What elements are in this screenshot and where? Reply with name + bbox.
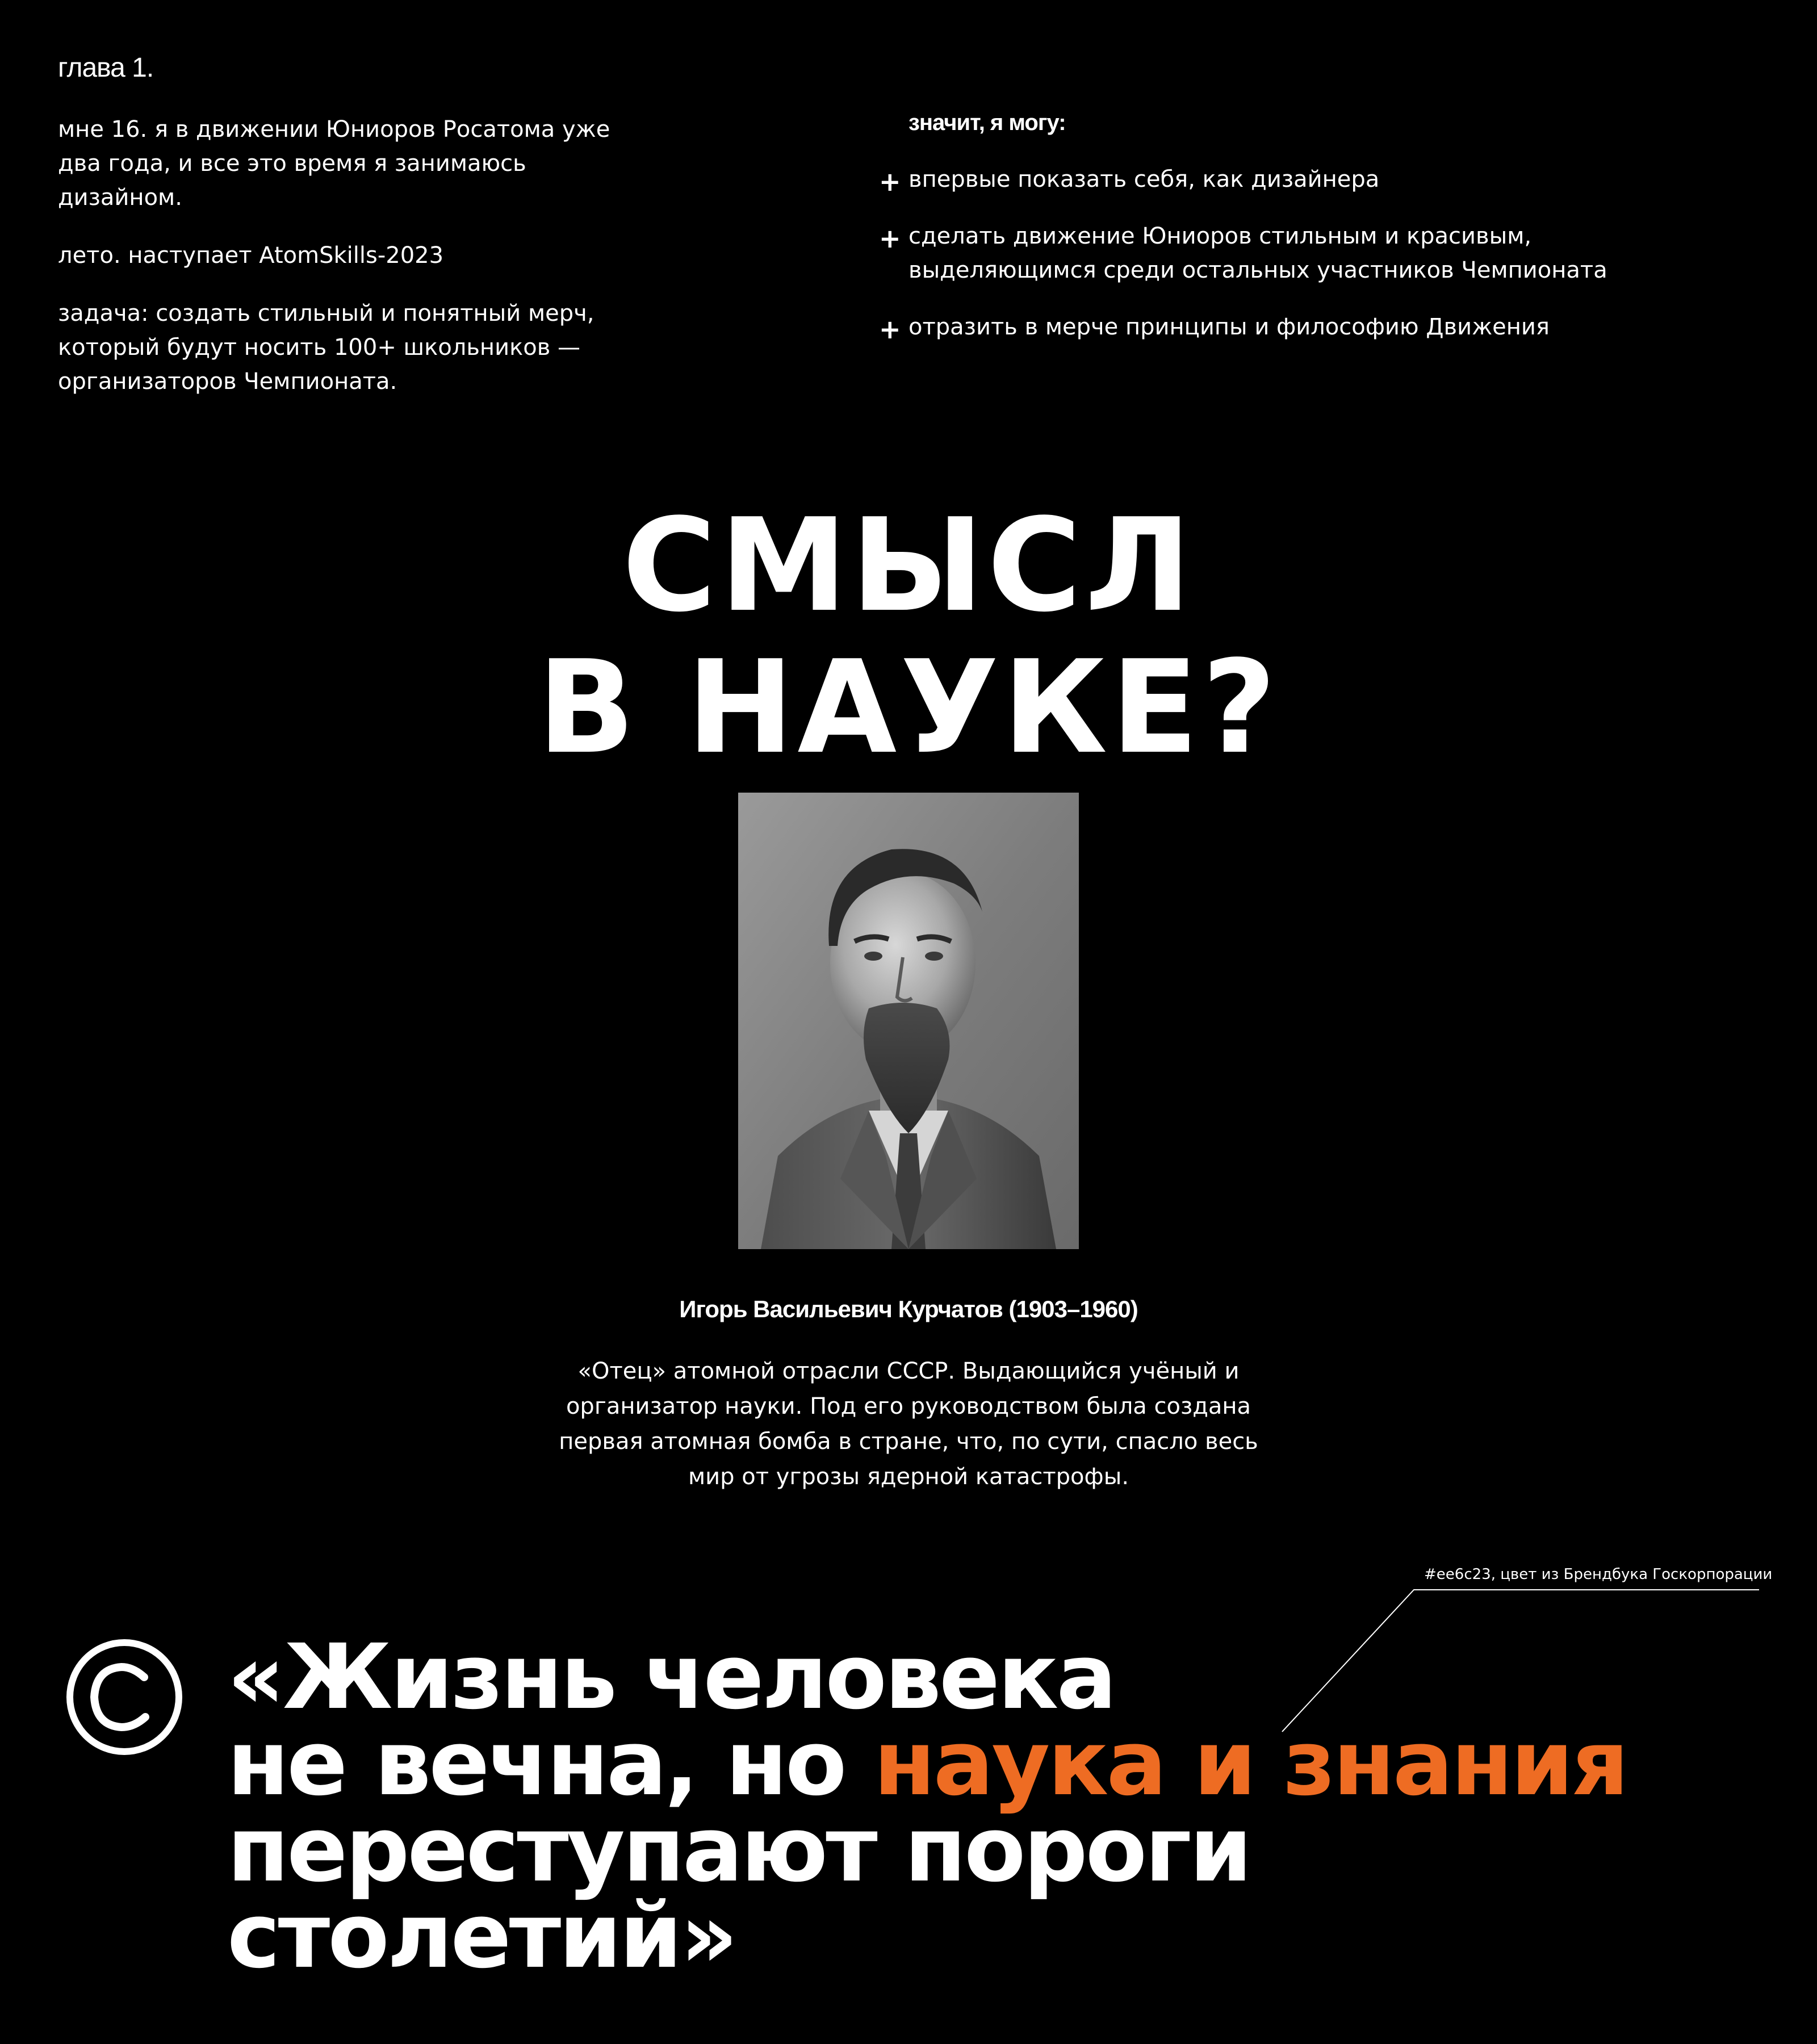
plus-icon: + — [879, 166, 901, 197]
quote-line-2-start: не вечна, но — [227, 1711, 874, 1816]
can-item-text: отразить в мерче принципы и философию Движения — [909, 314, 1550, 340]
color-annotation: #ee6c23, цвет из Брендбука Госкорпорации — [1424, 1566, 1773, 1583]
quote-line-4: столетий» — [227, 1884, 736, 1988]
can-title: значит, я могу: — [909, 110, 1066, 135]
headline-line-1: СМЫСЛ — [622, 491, 1195, 640]
can-item — [879, 162, 1617, 196]
quote-line-2 — [227, 1711, 1806, 1816]
chapter-label: глава 1. — [58, 53, 154, 83]
intro-text — [58, 112, 614, 422]
quote-highlight: наука и знания — [873, 1711, 1627, 1816]
can-item-text: сделать движение Юниоров стильным и красивым, выделяющимся среди остальных участников Чемпионата — [909, 223, 1607, 283]
intro-paragraph-task: задача: создать стильный и понятный мерч, который будут носить 100+ школьников — организаторов Чемпионата. — [58, 300, 594, 395]
portrait-caption-name: Игорь Васильевич Курчатов (1903–1960) — [679, 1296, 1138, 1322]
portrait-photo — [738, 793, 1079, 1249]
plus-icon: + — [879, 223, 901, 254]
headline — [0, 491, 1817, 782]
quote — [227, 1625, 1806, 1988]
headline-line-2: В НАУКЕ? — [537, 633, 1280, 782]
quote-line-3: переступают пороги — [227, 1798, 1250, 1902]
portrait-illustration — [738, 793, 1079, 1249]
portrait-caption-text: «Отец» атомной отрасли СССР. Выдающийся учёный и организатор науки. Под его руководством была создана первая атомная бомба в стране, что, по сути, спасло весь мир от угрозы ядерной катастрофы. — [559, 1358, 1258, 1490]
can-item — [879, 219, 1617, 287]
intro-paragraph-age: мне 16. я в движении Юниоров Росатома уже два года, и все это время я занимаюсь дизайном. — [58, 116, 610, 211]
can-list — [879, 162, 1617, 367]
intro-paragraph-summer: лето. наступает AtomSkills-2023 — [58, 242, 444, 269]
copyright-icon — [65, 1637, 184, 1757]
can-item-text: впервые показать себя, как дизайнера — [909, 166, 1380, 192]
quote-line-1: «Жизнь человека — [227, 1625, 1115, 1729]
plus-icon: + — [879, 314, 901, 345]
can-item — [879, 310, 1617, 344]
